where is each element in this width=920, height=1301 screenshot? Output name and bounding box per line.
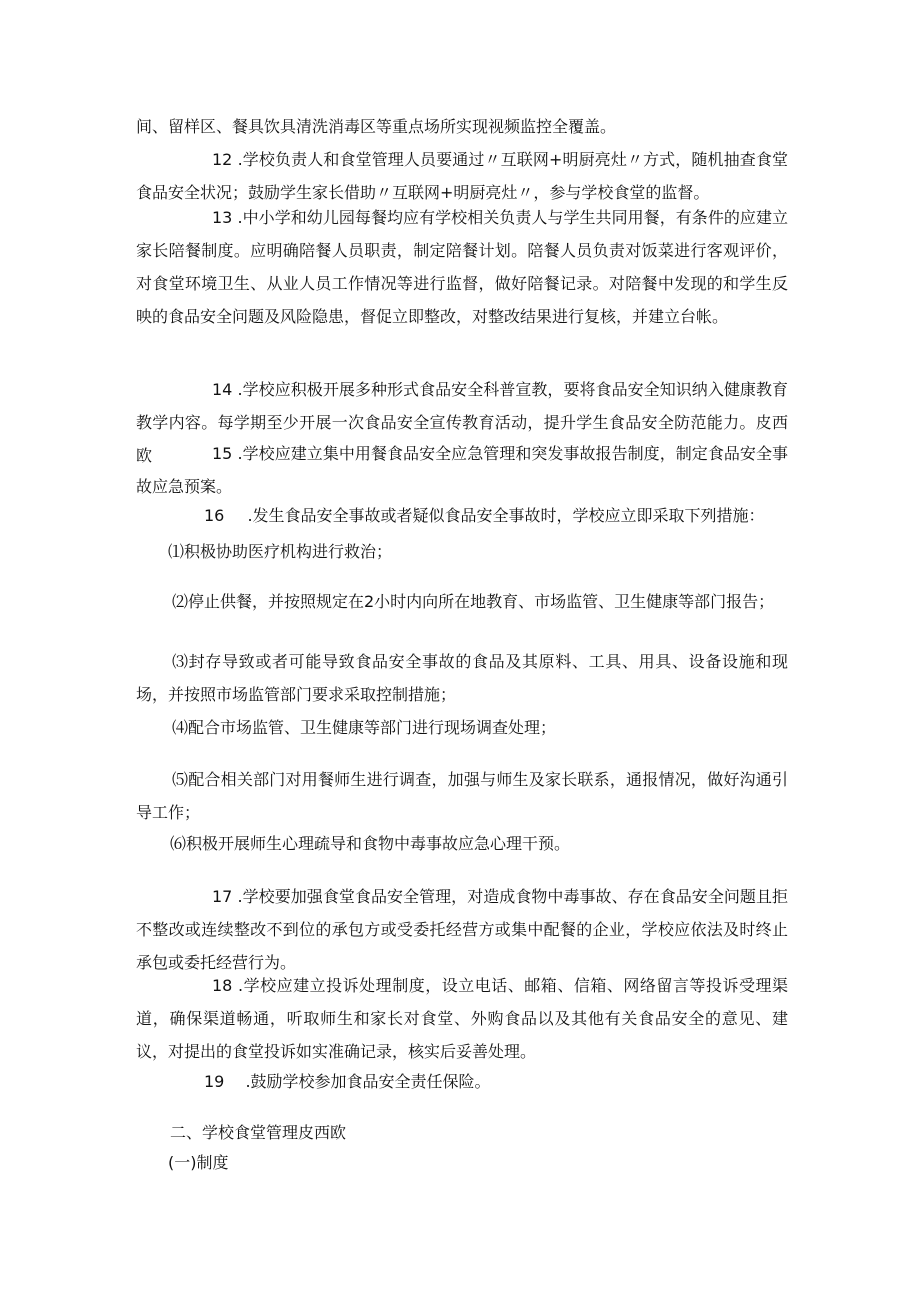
paragraph-text: .学校负责人和食堂管理人员要通过〃互联网+明厨亮灶〃方式，随机抽查食堂食品安全状况；鼓励学生家长借助〃互联网+明厨亮灶〃，参与学校食堂的监督。: [136, 150, 788, 202]
paragraph-12: [136, 143, 788, 209]
paragraph-number: 16: [204, 506, 225, 525]
paragraph-text: .鼓励学校参加食品安全责任保险。: [245, 1072, 491, 1091]
paragraph-text: ⑸配合相关部门对用餐师生进行调查，加强与师生及家长联系，通报情况，做好沟通引导工作；: [136, 770, 788, 822]
paragraph-number: 13: [212, 208, 233, 227]
paragraph-number: 17: [212, 887, 233, 906]
paragraph-15: [136, 437, 788, 503]
paragraph-text: .学校应积极开展多种形式食品安全科普宣教，要将食品安全知识纳入健康教育教学内容。每学期至少开展一次食品安全宣传教育活动，提升学生食品安全防范能力。皮西欧: [136, 380, 788, 465]
paragraph-number: 14: [212, 380, 233, 399]
measure-item-4: [136, 711, 788, 744]
paragraph-text: .中小学和幼儿园每餐均应有学校相关负责人与学生共同用餐，有条件的应建立家长陪餐制度。应明确陪餐人员职责，制定陪餐计划。陪餐人员负责对饭菜进行客观评价，对食堂环境卫生、从业人员工作情况等进行监督，做好陪餐记录。对陪餐中发现的和学生反映的食品安全问题及风险隐患，督促立即整改，对整改结果进行复核，并建立台帐。: [136, 208, 788, 326]
paragraph-text: ⑶封存导致或者可能导致食品安全事故的食品及其原料、工具、用具、设备设施和现场，并按照市场监管部门要求采取控制措施；: [136, 652, 788, 704]
section-heading: [136, 1116, 788, 1149]
paragraph-19: [136, 1065, 788, 1098]
paragraph-text: ⑷配合市场监管、卫生健康等部门进行现场调查处理；: [172, 718, 557, 737]
paragraph-17: [136, 880, 788, 979]
paragraph-number: 19: [204, 1072, 225, 1091]
paragraph-text: .学校应建立投诉处理制度，设立电话、邮箱、信箱、网络留言等投诉受理渠道，确保渠道畅通，听取师生和家长对食堂、外购食品以及其他有关食品安全的意见、建议，对提出的食堂投诉如实准确记录，核实后妥善处理。: [136, 976, 788, 1061]
measure-item-5: [136, 763, 788, 829]
paragraph-text: ⑵停止供餐，并按照规定在2小时内向所在地教育、市场监管、卫生健康等部门报告；: [172, 592, 775, 611]
subsection-heading: [136, 1146, 788, 1179]
paragraph-text: .学校要加强食堂食品安全管理，对造成食物中毒事故、存在食品安全问题且拒不整改或连续整改不到位的承包方或受委托经营方或集中配餐的企业，学校应依法及时终止承包或委托经营行为。: [136, 887, 788, 972]
measure-item-1: [136, 535, 788, 568]
paragraph-text: ⑴积极协助医疗机构进行救治；: [168, 542, 393, 561]
paragraph-16: [136, 499, 788, 532]
measure-item-6: [136, 827, 788, 860]
paragraph-number: 18: [212, 976, 233, 995]
paragraph-text: .学校应建立集中用餐食品安全应急管理和突发事故报告制度，制定食品安全事故应急预案。: [136, 444, 788, 496]
measure-item-2: [136, 585, 788, 618]
paragraph-text: ⑹积极开展师生心理疏导和食物中毒事故应急心理干预。: [170, 834, 571, 853]
paragraph-11-continuation: [136, 110, 788, 143]
paragraph-number: 15: [212, 444, 233, 463]
paragraph-18: [136, 969, 788, 1068]
paragraph-number: 12: [212, 150, 233, 169]
heading-text: 二、学校食堂管理皮西欧: [170, 1123, 347, 1142]
heading-text: (一)制度: [168, 1153, 229, 1172]
paragraph-13: [136, 201, 788, 333]
paragraph-text: .发生食品安全事故或者疑似食品安全事故时，学校应立即采取下列措施：: [247, 506, 765, 525]
measure-item-3: [136, 645, 788, 711]
paragraph-text: 间、留样区、餐具饮具清洗消毒区等重点场所实现视频监控全覆盖。: [136, 117, 617, 136]
